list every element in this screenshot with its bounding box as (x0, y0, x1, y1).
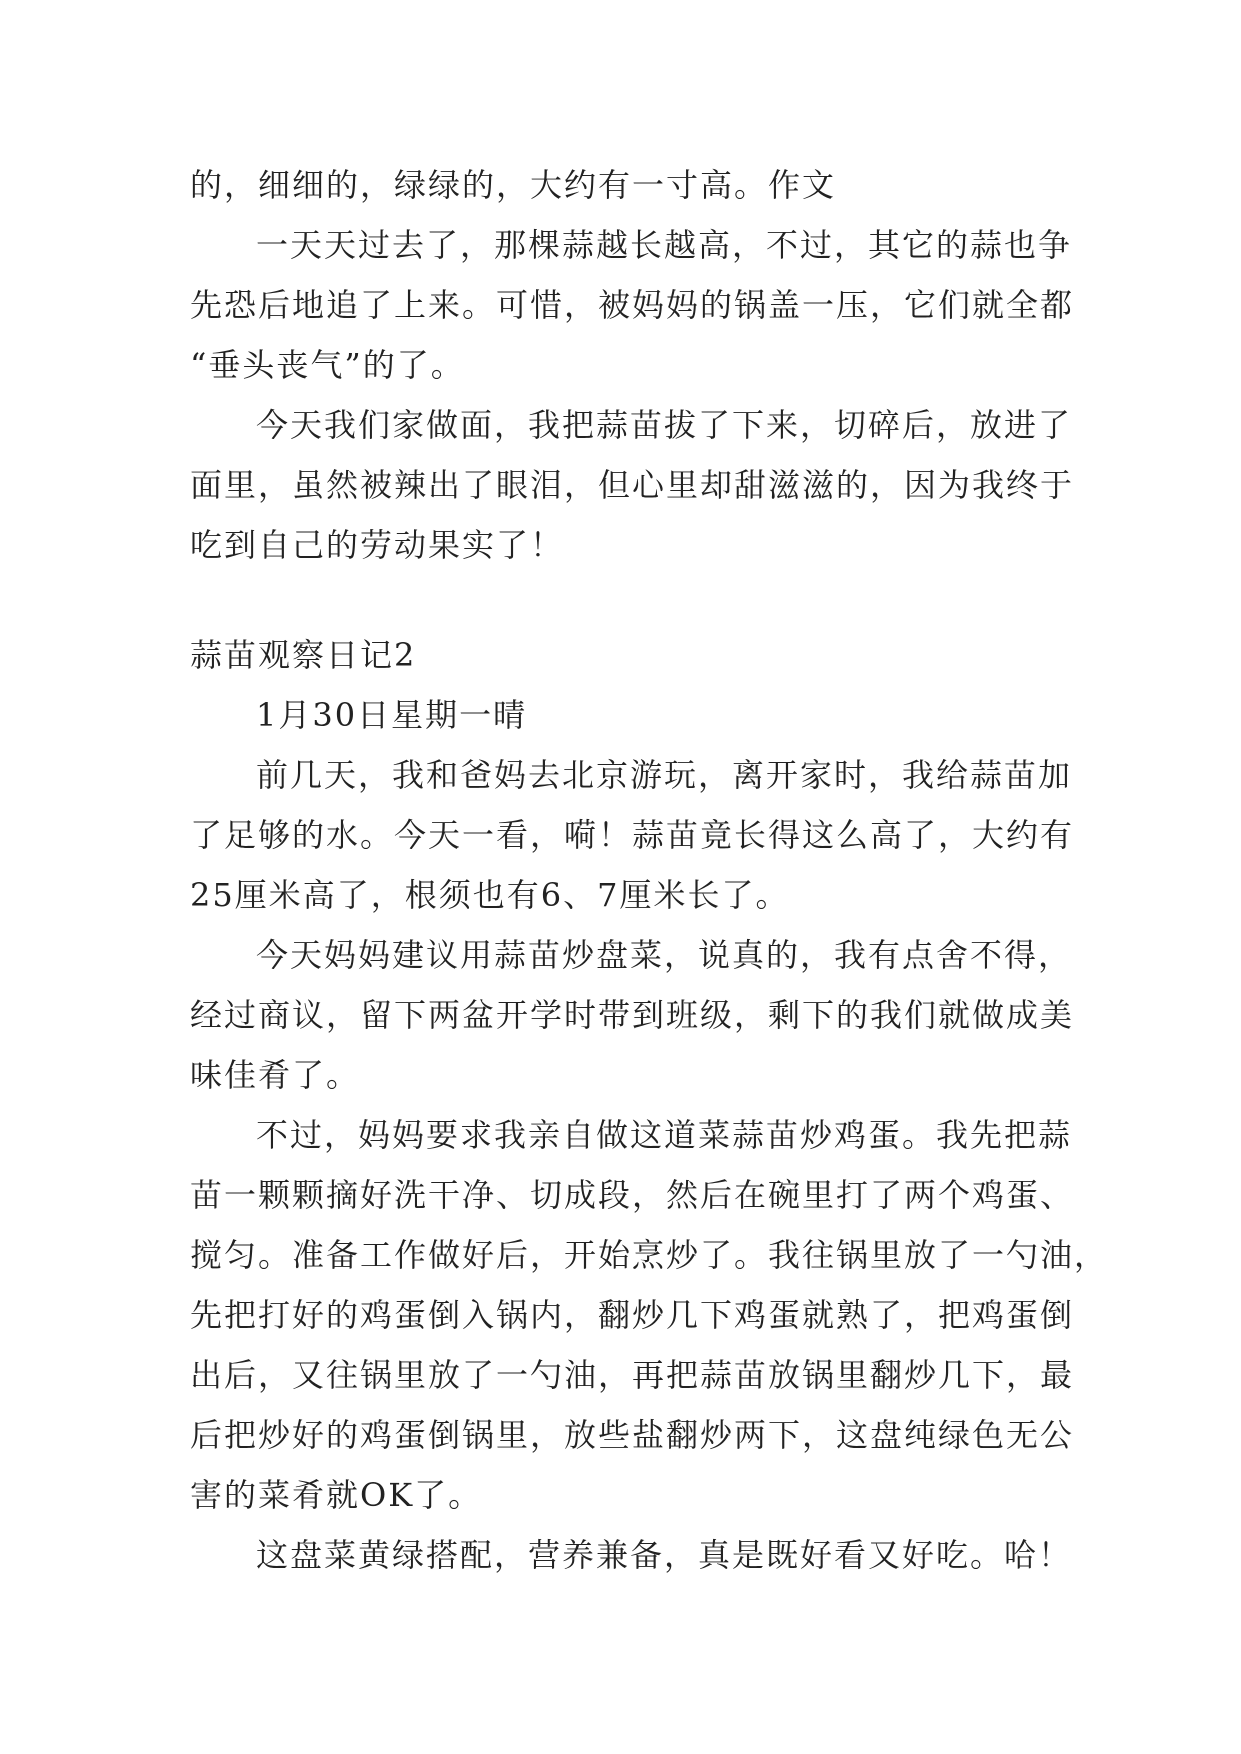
paragraph-line: 25厘米高了，根须也有6、7厘米长了。 (190, 876, 790, 914)
paragraph-line: 的，细细的，绿绿的，大约有一寸高。作文 (190, 166, 837, 204)
paragraph-line: 味佳肴了。 (190, 1056, 361, 1094)
paragraph-line: 后把炒好的鸡蛋倒锅里，放些盐翻炒两下，这盘纯绿色无公 (190, 1416, 1075, 1454)
paragraph-line: 前几天，我和爸妈去北京游玩，离开家时，我给蒜苗加 (256, 756, 1073, 794)
paragraph-line: 吃到自己的劳动果实了！ (190, 526, 565, 564)
section-title: 蒜苗观察日记2 (190, 636, 417, 674)
paragraph-line: 不过，妈妈要求我亲自做这道菜蒜苗炒鸡蛋。我先把蒜 (256, 1116, 1073, 1154)
date-line: 1月30日星期一晴 (256, 696, 528, 734)
paragraph-line: “垂头丧气”的了。 (190, 346, 465, 384)
paragraph-line: 这盘菜黄绿搭配，营养兼备，真是既好看又好吃。哈！ (256, 1536, 1073, 1574)
paragraph-line: 今天我们家做面，我把蒜苗拔了下来，切碎后，放进了 (256, 406, 1073, 444)
paragraph-line: 害的菜肴就OK了。 (190, 1476, 483, 1514)
paragraph-line: 一天天过去了，那棵蒜越长越高，不过，其它的蒜也争 (256, 226, 1073, 264)
paragraph-line: 先恐后地追了上来。可惜，被妈妈的锅盖一压，它们就全都 (190, 286, 1075, 324)
paragraph-line: 苗一颗颗摘好洗干净、切成段，然后在碗里打了两个鸡蛋、 (190, 1176, 1075, 1214)
paragraph-line: 搅匀。准备工作做好后，开始烹炒了。我往锅里放了一勺油， (190, 1236, 1109, 1274)
paragraph-line: 先把打好的鸡蛋倒入锅内，翻炒几下鸡蛋就熟了，把鸡蛋倒 (190, 1296, 1075, 1334)
paragraph-line: 经过商议，留下两盆开学时带到班级，剩下的我们就做成美 (190, 996, 1075, 1034)
paragraph-line: 了足够的水。今天一看，嗬！蒜苗竟长得这么高了，大约有 (190, 816, 1075, 854)
paragraph-line: 面里，虽然被辣出了眼泪，但心里却甜滋滋的，因为我终于 (190, 466, 1075, 504)
paragraph-line: 今天妈妈建议用蒜苗炒盘菜，说真的，我有点舍不得， (256, 936, 1073, 974)
paragraph-line: 出后，又往锅里放了一勺油，再把蒜苗放锅里翻炒几下，最 (190, 1356, 1075, 1394)
